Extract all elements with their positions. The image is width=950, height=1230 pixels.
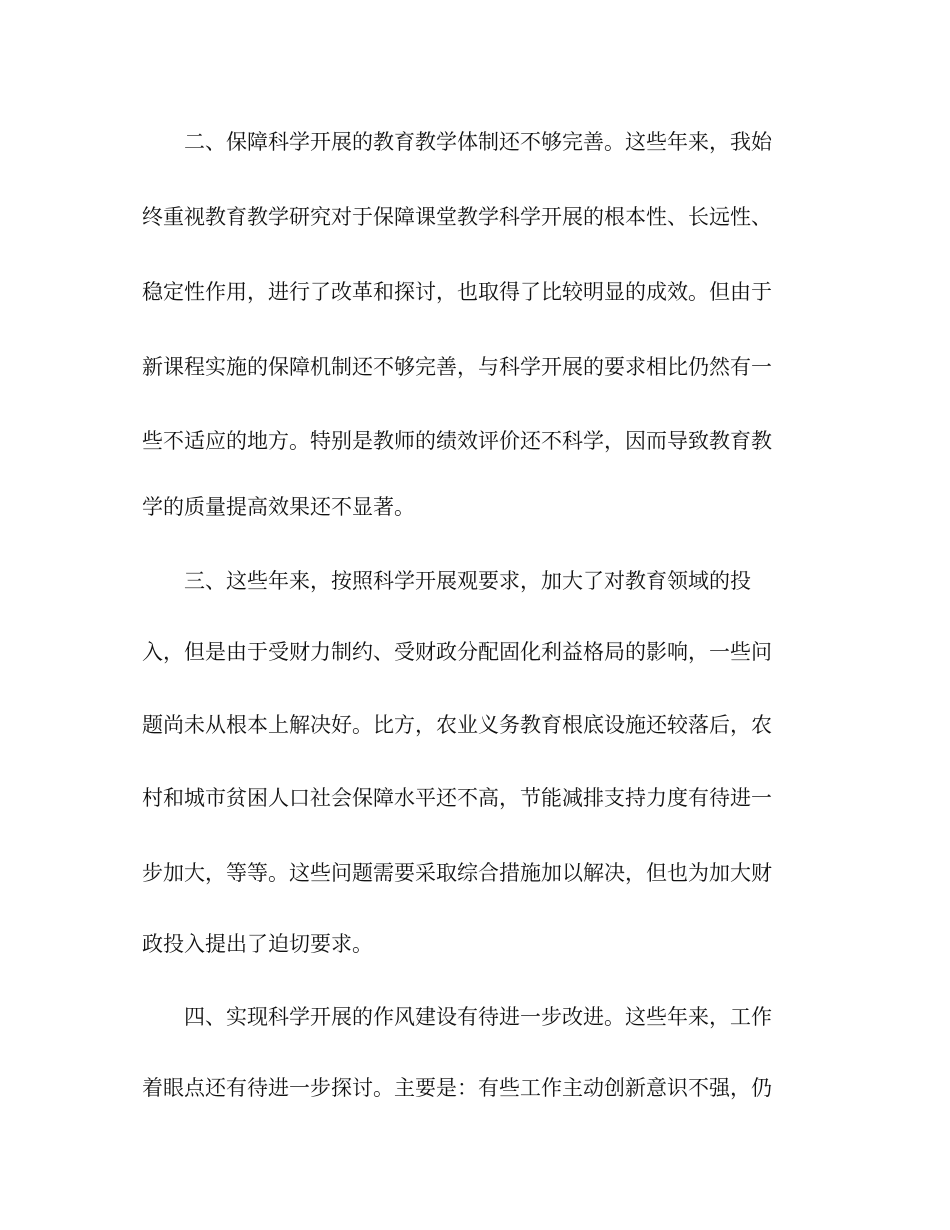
paragraph-2-line-5: 些不适应的地方。特别是教师的绩效评价还不科学，因而导致教育教 [142,429,772,453]
paragraph-2-line-1: 二、保障科学开展的教育教学体制还不够完善。这些年来，我始 [184,130,772,154]
paragraph-2-line-2: 终重视教育教学研究对于保障课堂教学科学开展的根本性、长远性、 [142,205,772,229]
paragraph-3-line-1: 三、这些年来，按照科学开展观要求，加大了对教育领域的投 [184,569,751,593]
paragraph-3-line-4: 村和城市贫困人口社会保障水平还不高，节能减排支持力度有待进一 [142,786,772,810]
paragraph-3-line-6: 政投入提出了迫切要求。 [142,932,373,956]
paragraph-2-line-4: 新课程实施的保障机制还不够完善，与科学开展的要求相比仍然有一 [142,355,772,379]
paragraph-3-line-5: 步加大，等等。这些问题需要采取综合措施加以解决，但也为加大财 [142,861,772,885]
paragraph-3-line-3: 题尚未从根本上解决好。比方，农业义务教育根底设施还较落后，农 [142,713,772,737]
paragraph-4-line-2: 着眼点还有待进一步探讨。主要是：有些工作主动创新意识不强，仍 [142,1076,772,1100]
paragraph-2-line-3: 稳定性作用，进行了改革和探讨，也取得了比较明显的成效。但由于 [142,280,772,304]
paragraph-2-line-6: 学的质量提高效果还不显著。 [142,495,415,519]
paragraph-3-line-2: 入，但是由于受财力制约、受财政分配固化利益格局的影响，一些问 [142,640,772,664]
paragraph-4-line-1: 四、实现科学开展的作风建设有待进一步改进。这些年来，工作 [184,1005,772,1029]
